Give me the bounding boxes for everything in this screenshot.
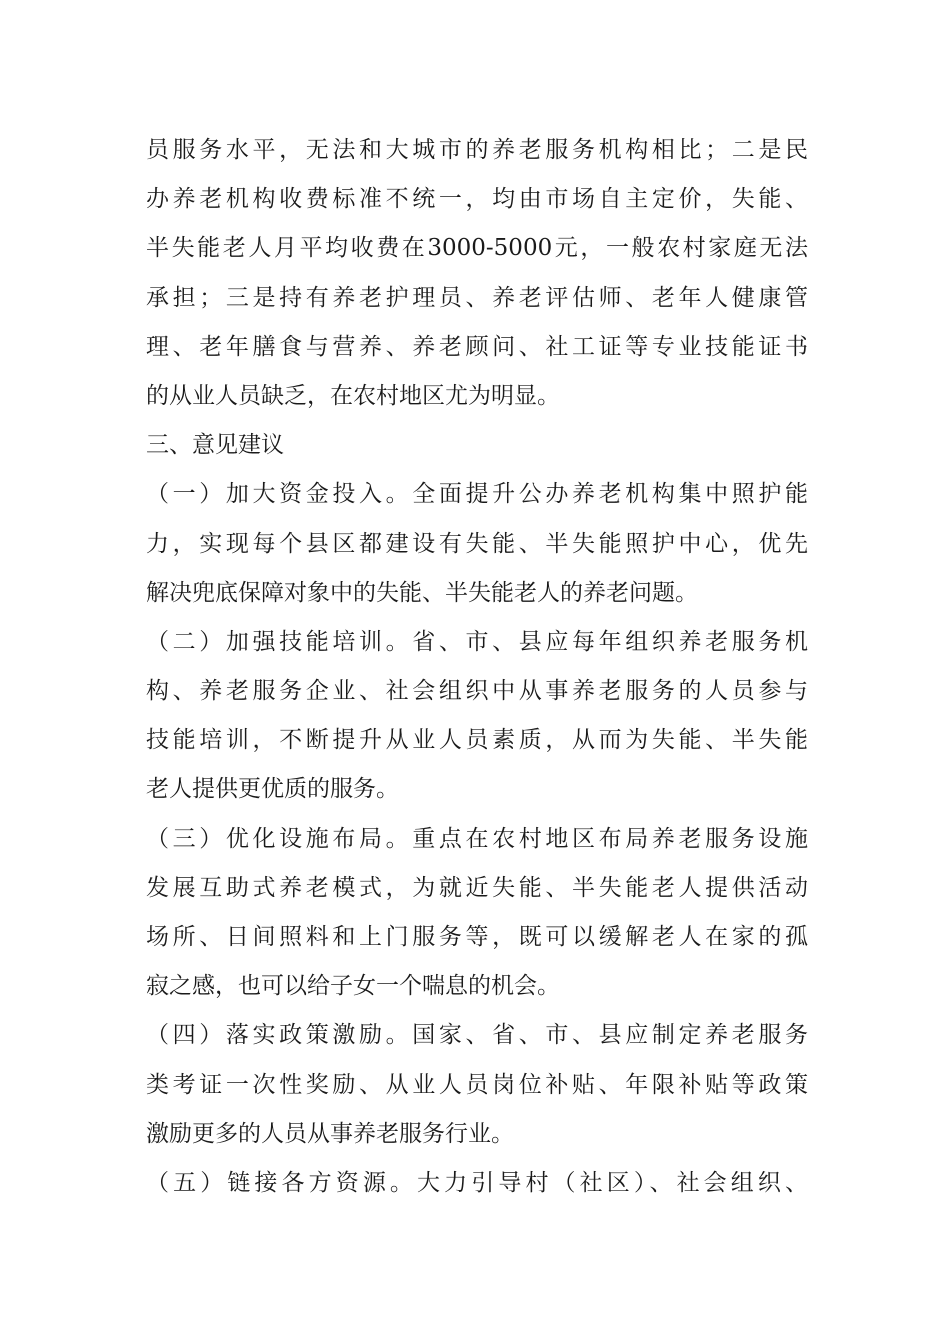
section-heading: 三、意见建议	[146, 432, 284, 459]
text-line-3: 半失能老人月平均收费在3000-5000元，一般农村家庭无法	[146, 235, 808, 262]
item-3-line-3: 场所、日间照料和上门服务等，既可以缓解老人在家的孤	[146, 924, 808, 950]
item-2-line-1: （二）加强技能培训。省、市、县应每年组织养老服务机	[146, 628, 808, 655]
item-1-line-2: 力，实现每个县区都建设有失能、半失能照护中心，优先	[146, 530, 808, 557]
text-line-5: 理、老年膳食与营养、养老顾问、社工证等专业技能证书	[146, 333, 808, 360]
item-4-line-3: 激励更多的人员从事养老服务行业。	[146, 1120, 514, 1147]
text-line-6: 的从业人员缺乏，在农村地区尤为明显。	[146, 382, 560, 409]
document-body	[146, 126, 808, 1208]
item-4-line-1: （四）落实政策激励。国家、省、市、县应制定养老服务	[146, 1022, 808, 1049]
item-4-line-2: 类考证一次性奖励、从业人员岗位补贴、年限补贴等政策	[146, 1071, 808, 1098]
item-1-line-3: 解决兜底保障对象中的失能、半失能老人的养老问题。	[146, 579, 698, 606]
item-2-line-2: 构、养老服务企业、社会组织中从事养老服务的人员参与	[146, 678, 808, 705]
text-line-2: 办养老机构收费标准不统一，均由市场自主定价，失能、	[146, 186, 808, 213]
item-5-line-1: （五）链接各方资源。大力引导村（社区）、社会组织、	[146, 1169, 808, 1196]
item-2-line-3: 技能培训，不断提升从业人员素质，从而为失能、半失能	[146, 727, 808, 754]
item-3-line-4: 寂之感，也可以给子女一个喘息的机会。	[146, 973, 560, 1000]
item-3-line-1: （三）优化设施布局。重点在农村地区布局养老服务设施	[146, 825, 808, 852]
text-line-4: 承担；三是持有养老护理员、养老评估师、老年人健康管	[146, 284, 808, 311]
item-3-line-2: 发展互助式养老模式，为就近失能、半失能老人提供活动	[146, 874, 808, 901]
item-1-line-1: （一）加大资金投入。全面提升公办养老机构集中照护能	[146, 481, 808, 508]
item-2-line-4: 老人提供更优质的服务。	[146, 776, 399, 803]
text-line-1: 员服务水平，无法和大城市的养老服务机构相比；二是民	[146, 137, 808, 163]
